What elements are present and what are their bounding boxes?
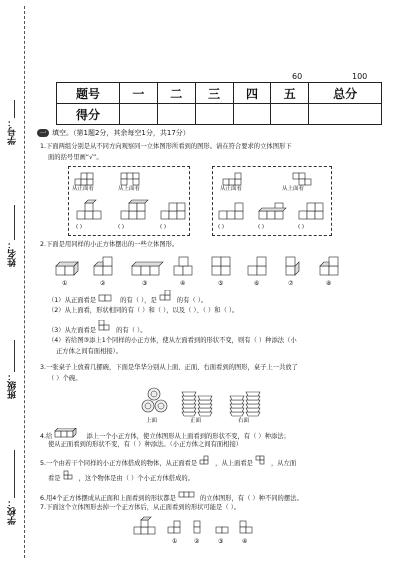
option-label: ④ — [242, 538, 248, 545]
q1-left-top-caption: 从上面看 — [118, 186, 141, 192]
q4-text-c: 使从正面看到的形状不变，有（ ）种添法。（小正方体之间有面相接） — [48, 441, 243, 448]
figure-label: ③ — [142, 280, 148, 287]
q1-answer-paren[interactable]: ( ) — [76, 224, 83, 230]
score-header-cell: 五 — [271, 83, 309, 104]
q1-group-left — [68, 166, 190, 236]
shape-icon — [98, 294, 118, 302]
q2-sub4-line1: （4）若给图③添上1个同样的小正方体，使从左面看到的形状不变，则有（ ）种添法（小 — [48, 337, 297, 344]
solid-option-icon — [299, 203, 323, 219]
view-caption: 右面 — [238, 418, 250, 424]
q5-line1 — [40, 455, 296, 469]
option-shape-3 — [216, 527, 228, 533]
shape-icon — [159, 290, 175, 302]
shape-icon — [255, 455, 269, 465]
figure-label: ① — [62, 280, 68, 287]
score-header-cell: 四 — [233, 83, 271, 104]
score-header-cell: 二 — [157, 83, 195, 104]
q5-text-c: ，从左面 — [270, 460, 297, 467]
bowls-right-view — [230, 392, 260, 416]
q7-text: 7.下面这个立体图形去掉一个正方体后，从正面看到的形状可能是（ ）。 — [40, 504, 241, 511]
q2-sub1-text-c: 的有（ ）。 — [176, 297, 208, 304]
score-header-cell: 一 — [120, 83, 158, 104]
score-cell[interactable] — [271, 104, 309, 125]
q3-text-line2: （ ）个碗。 — [48, 375, 82, 382]
q6-text-a: 6.用4个正方体摆成从正面和上面看到的形状都是 — [40, 495, 176, 502]
score-cell[interactable] — [157, 104, 195, 125]
q1-text-line1: 1.下面两组分别是从不同方向观察同一立体图形所看到的图形。请在符合要求的立体图形下 — [40, 143, 292, 150]
solid-figure-8 — [320, 257, 338, 275]
score-cell[interactable] — [309, 104, 382, 125]
solid-option-icon — [121, 200, 148, 219]
solid-figure-5 — [212, 257, 230, 275]
score-table — [56, 82, 382, 125]
name-label: 姓名： — [8, 240, 18, 267]
cut-line — [24, 6, 25, 558]
q4-text-a: 4.给 — [40, 433, 53, 440]
section-number-badge: 一 — [37, 129, 49, 137]
q2-sub3 — [48, 320, 146, 336]
section-title: 填空。（第1题2分，其余每空1分，共17分） — [52, 129, 190, 137]
q2-solids-row — [52, 252, 352, 288]
score-cell[interactable] — [195, 104, 233, 125]
q1-right-front-caption: 从正面看 — [220, 186, 243, 192]
q2-sub2: （2）从上面看，形状相同的有（ ）和（ ），以及（ ）、（ ）和（ ）。 — [48, 307, 239, 314]
score-cell[interactable] — [233, 104, 271, 125]
solid-option-icon — [259, 203, 286, 219]
school-label: 学校： — [8, 498, 18, 525]
q3-text-line1: 3.一张桌子上放着几摞碗，下面是华华分别从上面、正面、右面看到的图形，桌子上一共放了 — [40, 364, 298, 371]
q1-right-top-caption: 从上面看 — [282, 186, 305, 192]
q2-sub1-text-b: 的有（ ），是 — [120, 297, 157, 304]
solid-icon — [54, 428, 84, 438]
q1-right-figures — [213, 167, 331, 235]
bowls-front-view — [182, 392, 212, 416]
figure-label: ⑦ — [288, 280, 294, 287]
solid-option-icon — [161, 203, 185, 219]
student-id-label: 学号： — [8, 118, 18, 145]
solid-figure-3 — [132, 262, 163, 275]
q3-bowl-views — [140, 386, 270, 424]
q2-sub1 — [48, 290, 207, 306]
score-row-label: 得分 — [57, 104, 120, 125]
score-header-cell: 三 — [195, 83, 233, 104]
shape-icon — [178, 490, 198, 500]
solid-figure-6 — [248, 257, 266, 275]
figure-label: ⑤ — [218, 280, 224, 287]
solid-figure-1 — [56, 262, 78, 275]
q4-text-b: 添上一个小正方体，使立体图形从上面看到的形状不变，有（ ）种添法； — [86, 433, 290, 440]
q1-text-line2: 面的括号里画“√”。 — [48, 154, 103, 161]
score-note-100: 100 — [352, 72, 368, 81]
figure-label: ② — [100, 280, 106, 287]
q1-left-front-caption: 从正面看 — [72, 186, 95, 192]
q2-text: 2.下面是用同样的小正方体摆出的一些立体图形。 — [40, 241, 179, 248]
bowls-top-view — [142, 388, 167, 412]
solid-figure — [134, 517, 155, 534]
q5-text-e: ，这个物体是由（ ）个小正方体搭成的。 — [78, 475, 194, 482]
q5-text-a: 5.一个由若干个同样的小正方体搭成的物体，从正面看是 — [40, 460, 198, 467]
figure-label: ⑧ — [326, 280, 332, 287]
figure-label: ④ — [180, 280, 186, 287]
option-shape-1 — [168, 521, 180, 533]
option-label: ① — [172, 538, 178, 545]
solid-figure-4 — [174, 257, 192, 275]
solid-figure-2 — [94, 257, 112, 275]
q1-left-figures — [69, 167, 189, 235]
score-header-cell: 题号 — [57, 83, 120, 104]
q7-figures — [130, 515, 260, 547]
shape-icon — [98, 320, 114, 332]
score-value-row — [57, 104, 382, 125]
shape-icon — [199, 455, 213, 465]
q1-answer-paren[interactable]: ( ) — [118, 224, 125, 230]
score-header-row — [57, 83, 382, 104]
figure-label: ⑥ — [254, 280, 260, 287]
section-heading — [37, 128, 190, 138]
score-cell[interactable] — [120, 104, 158, 125]
q2-sub3-text-a: （3）从左面看是 — [48, 327, 97, 334]
score-note-60: 60 — [292, 72, 303, 81]
option-label: ② — [194, 538, 200, 545]
q5-text-b: ，从上面看是 — [215, 460, 253, 467]
q2-sub3-text-b: 的有（ ）。 — [116, 327, 147, 334]
shape-icon — [63, 470, 77, 480]
q5-text-d: 看是 — [48, 475, 61, 482]
binding-margin — [0, 0, 46, 564]
q2-sub4-line2: 正方体之间有面相接）。 — [56, 348, 123, 355]
q1-group-right — [212, 166, 332, 236]
solid-option-icon — [77, 200, 101, 219]
option-shape-4 — [240, 521, 252, 533]
option-label: ③ — [218, 538, 224, 545]
q1-answer-paren[interactable]: ( ) — [298, 224, 305, 230]
class-label: 班级： — [8, 372, 18, 399]
option-shape-2 — [194, 521, 200, 533]
view-caption: 正面 — [190, 418, 202, 424]
q6-text-b: 的立体图形，有（ ）种不同的摆法。 — [199, 495, 303, 502]
view-caption: 上面 — [146, 418, 158, 424]
solid-option-icon — [219, 203, 243, 219]
score-header-cell: 总分 — [309, 83, 382, 104]
q1-answer-paren[interactable]: ( ) — [258, 224, 265, 230]
q1-answer-paren[interactable]: ( ) — [160, 224, 167, 230]
q5-line2 — [48, 470, 194, 484]
q2-sub1-text-a: （1）从正面看是 — [48, 297, 97, 304]
solid-figure-7 — [286, 257, 299, 275]
q1-answer-paren[interactable]: ( ) — [218, 224, 225, 230]
